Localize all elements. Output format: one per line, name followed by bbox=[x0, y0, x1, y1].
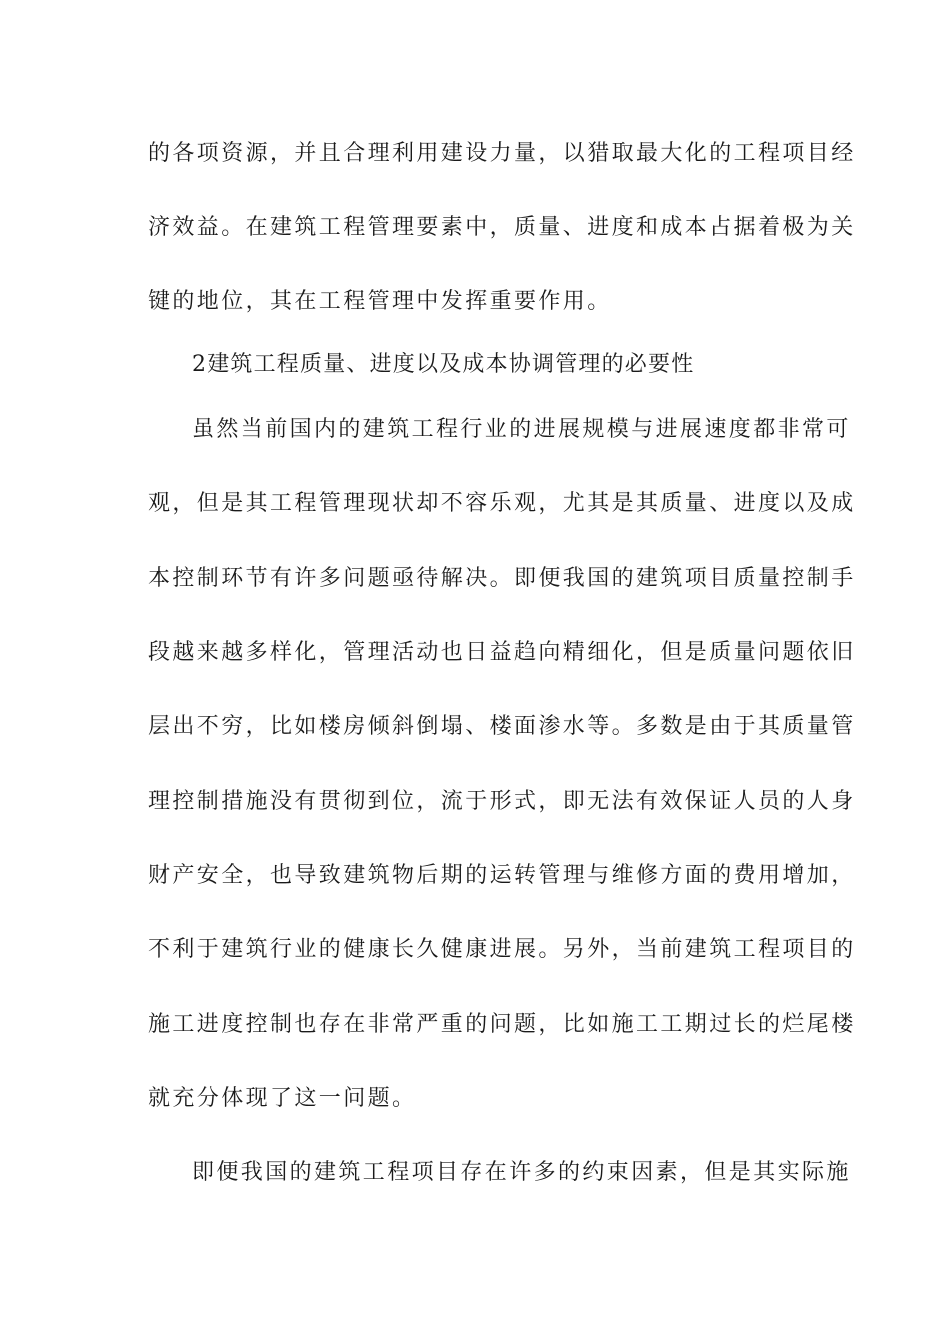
body-text-line: 虽然当前国内的建筑工程行业的进展规模与进展速度都非常可 bbox=[192, 417, 851, 442]
body-text-line: 即便我国的建筑工程项目存在许多的约束因素，但是其实际施 bbox=[192, 1160, 851, 1185]
body-text-line: 财产安全，也导致建筑物后期的运转管理与维修方面的费用增加， bbox=[148, 863, 856, 888]
section-heading: 2建筑工程质量、进度以及成本协调管理的必要性 bbox=[192, 352, 695, 377]
body-text-line: 理控制措施没有贯彻到位，流于形式，即无法有效保证人员的人身 bbox=[148, 789, 856, 814]
body-text-line: 施工进度控制也存在非常严重的问题，比如施工工期过长的烂尾楼 bbox=[148, 1012, 856, 1037]
body-text-line: 本控制环节有许多问题亟待解决。即便我国的建筑项目质量控制手 bbox=[148, 566, 856, 591]
body-text-line: 的各项资源，并且合理利用建设力量，以猎取最大化的工程项目经 bbox=[148, 141, 856, 166]
body-text-line: 济效益。在建筑工程管理要素中，质量、进度和成本占据着极为关 bbox=[148, 215, 856, 240]
body-text-line: 键的地位，其在工程管理中发挥重要作用。 bbox=[148, 289, 612, 314]
body-text-line: 不利于建筑行业的健康长久健康进展。另外，当前建筑工程项目的 bbox=[148, 937, 856, 962]
body-text-line: 段越来越多样化，管理活动也日益趋向精细化，但是质量问题依旧 bbox=[148, 640, 856, 665]
body-text-line: 就充分体现了这一问题。 bbox=[148, 1086, 417, 1111]
body-text-line: 层出不穷，比如楼房倾斜倒塌、楼面渗水等。多数是由于其质量管 bbox=[148, 714, 856, 739]
body-text-line: 观，但是其工程管理现状却不容乐观，尤其是其质量、进度以及成 bbox=[148, 491, 856, 516]
